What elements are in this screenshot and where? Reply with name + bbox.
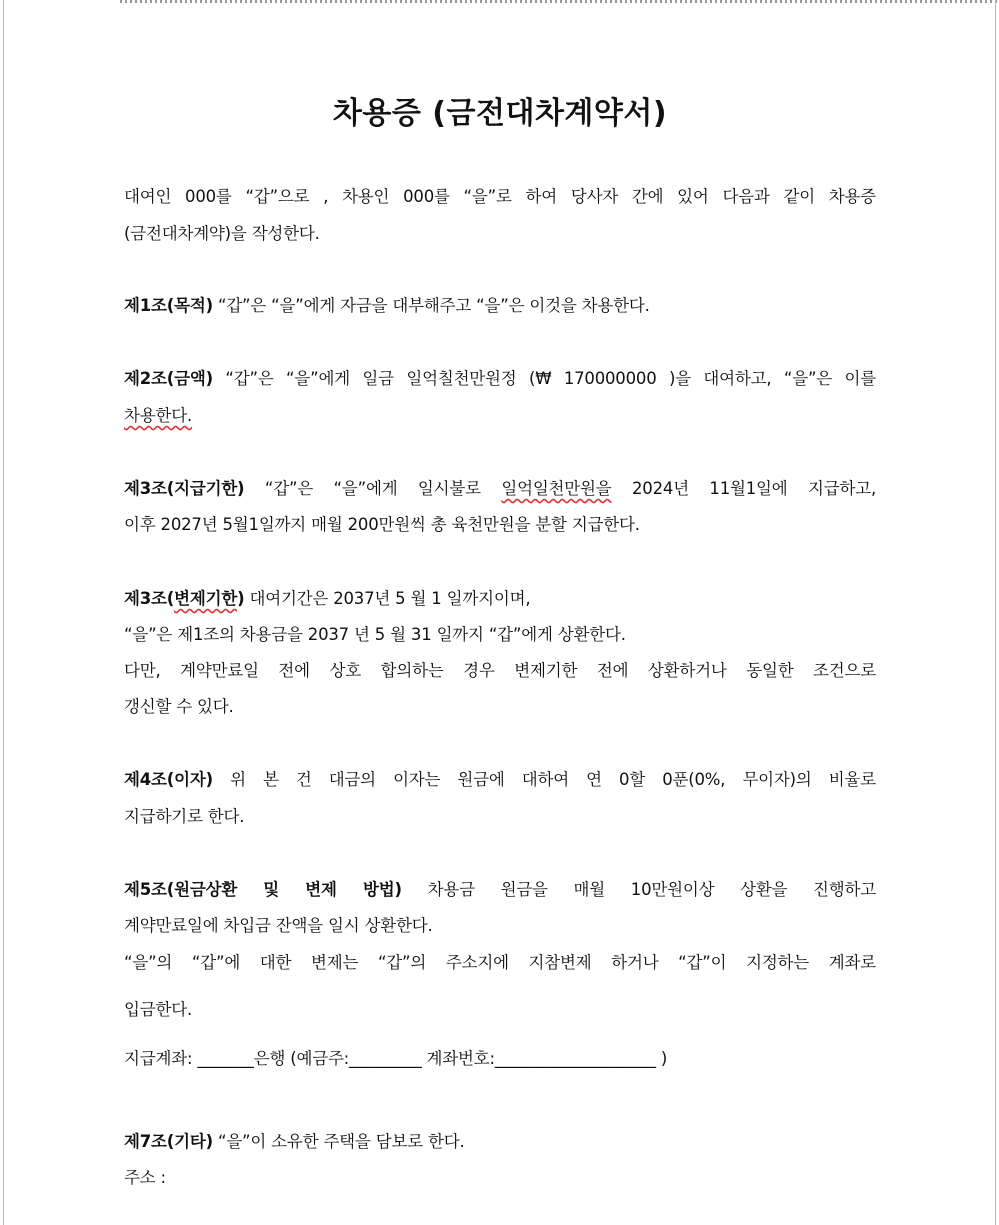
article-3a-line-2: 이후 2027년 5월1일까지 매월 200만원씩 총 육천만원을 분할 지급한다. bbox=[124, 515, 640, 534]
article-7-text: “을”이 소유한 주택을 담보로 한다. bbox=[212, 1132, 465, 1151]
article-3b bbox=[124, 587, 876, 611]
article-2-heading: 제2조(금액) bbox=[124, 369, 213, 388]
document-title: 차용증 (금전대차계약서) bbox=[332, 96, 668, 131]
article-5 bbox=[124, 878, 876, 902]
article-3b-heading-word: 변제기한 bbox=[174, 589, 238, 608]
article-5-line-2: 계약만료일에 차입금 잔액을 일시 상환한다. bbox=[124, 916, 433, 935]
page-left-edge bbox=[3, 0, 4, 1225]
intro-line-1: 대여인 000를 “갑”으로 , 차용인 000를 “을”로 하여 당사자 간에 있어 다음과 같이 차용증 bbox=[124, 187, 876, 206]
article-3b-heading bbox=[124, 589, 244, 608]
article-1 bbox=[124, 294, 876, 318]
article-3b-line-2: “을”은 제1조의 차용금을 2037 년 5 월 31 일까지 “갑”에게 상환한다. bbox=[124, 625, 626, 644]
article-7-heading: 제7조(기타) bbox=[124, 1132, 213, 1151]
page-right-edge bbox=[995, 0, 996, 1225]
article-4-text: 위 본 건 대금의 이자는 원금에 대하여 연 0할 0푼(0%, 무이자)의 비율로 bbox=[212, 770, 876, 789]
article-5-line-3: “을”의 “갑”에 대한 변제는 “갑”의 주소지에 지참변제 하거나 “갑”이 지정하는 계좌로 bbox=[124, 953, 876, 972]
article-5-heading: 제5조(원금상환 및 변제 방법) bbox=[124, 880, 402, 899]
article-4 bbox=[124, 768, 876, 792]
article-4-heading: 제4조(이자) bbox=[124, 770, 213, 789]
article-7 bbox=[124, 1130, 876, 1154]
article-2-line-2 bbox=[124, 404, 876, 428]
article-3b-text: 대여기간은 2037년 5 월 1 일까지이며, bbox=[244, 589, 531, 608]
article-5-text: 차용금 원금을 매월 10만원이상 상환을 진행하고 bbox=[401, 880, 877, 899]
article-3b-line-4: 갱신할 수 있다. bbox=[124, 697, 234, 716]
page-top-margin-marker bbox=[120, 0, 999, 3]
article-5-line-4: 입금한다. bbox=[124, 1000, 193, 1019]
article-4-line-2: 지급하기로 한다. bbox=[124, 807, 245, 826]
article-3b-heading-pre: 제3조( bbox=[124, 589, 175, 608]
intro-line-2: (금전대차계약)을 작성한다. bbox=[124, 224, 320, 243]
article-3a-amount: 일억일천만원을 bbox=[501, 479, 612, 498]
article-3a bbox=[124, 477, 876, 501]
article-3a-text-post: 2024년 11월1일에 지급하고, bbox=[611, 479, 876, 498]
article-2-line-2-text: 차용한다. bbox=[124, 406, 193, 425]
article-5-account-line: 지급계좌: _______은행 (예금주:_________ 계좌번호:____________________ ) bbox=[124, 1049, 668, 1068]
article-3b-heading-post: ) bbox=[237, 589, 245, 608]
article-3b-line-3: 다만, 계약만료일 전에 상호 합의하는 경우 변제기한 전에 상환하거나 동일한 조건으로 bbox=[124, 661, 876, 680]
article-1-heading: 제1조(목적) bbox=[124, 296, 213, 315]
article-2-text: “갑”은 “을”에게 일금 일억칠천만원정 (₩ 170000000 )을 대여하고, “을”은 이를 bbox=[212, 369, 876, 388]
article-2 bbox=[124, 367, 876, 391]
article-7-address: 주소 : bbox=[124, 1168, 166, 1187]
article-3a-heading: 제3조(지급기한) bbox=[124, 479, 245, 498]
article-3a-text-pre: “갑”은 “을”에게 일시불로 bbox=[244, 479, 502, 498]
article-1-text: “갑”은 “을”에게 자금을 대부해주고 “을”은 이것을 차용한다. bbox=[212, 296, 650, 315]
